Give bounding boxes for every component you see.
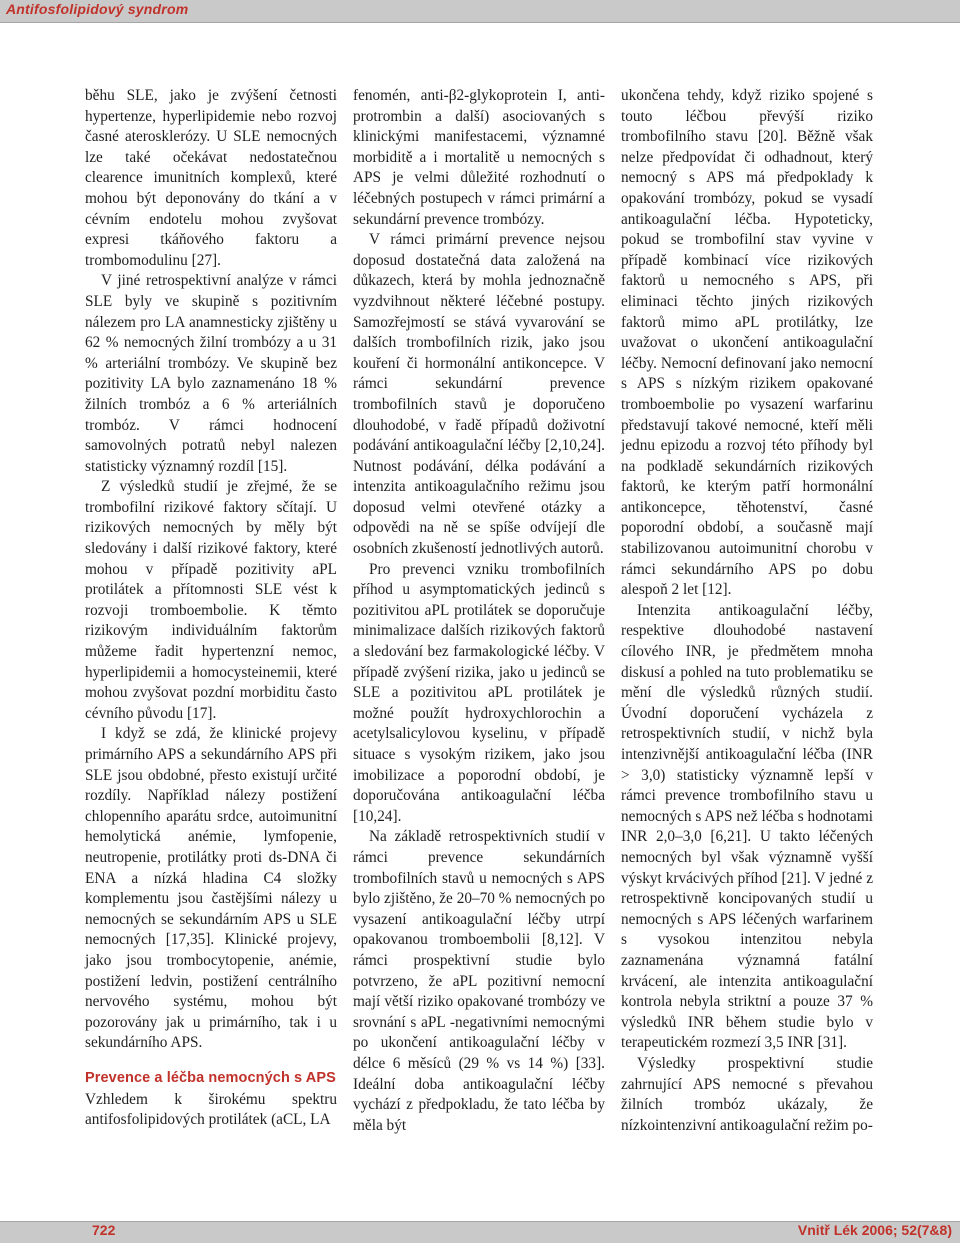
section-heading: Prevence a léčba nemocných s APS — [85, 1069, 336, 1086]
paragraph: Vzhledem k širokému spektru antifosfolipidových protilátek (aCL, LA — [85, 1090, 337, 1129]
paragraph: fenomén, anti-β2-glykoprotein I, anti-protrombin a další) asociovaných s klinickými manifestacemi, významné morbiditě a i mortalitě u nemocných s APS je velmi důležité rozhodnutí o léčebných postupech v rámci primární a sekundární prevence trombózy. — [353, 87, 605, 228]
paragraph: ukončena tehdy, když riziko spojené s touto léčbou převýší riziko trombofilního stavu [20]. Běžně však nelze předpovídat či odhadnout, který nemocný s APS má předpoklady k opakování trombózy, pokud se vysadí antikoagulační léčba. Hypoteticky, pokud se trombofilní stav vyvine v případě kombinací více rizikových faktorů u nemocného s APS, při eliminaci těchto jiných rizikových faktorů mimo aPL protilátky, lze uvažovat o ukončení antikoagulační léčby. Nemocní definovaní jako nemocní s APS s nízkým rizikem opakované tromboembolie po vysazení warfarinu představují takové nemocné, kteří měli jednu epizodu a rozvoj této příhody byl na podkladě sekundárních rizikových faktorů, ke kterým patří hormonální antikoncepce, těhotenství, časné poporodní období, a současně mají stabilizovanou autoimunitní chorobu v rámci sekundárního APS po dobu alespoň 2 let [12]. — [621, 87, 873, 599]
text-column-3 — [621, 86, 873, 1136]
paragraph: Intenzita antikoagulační léčby, respektive dlouhodobé nastavení cílového INR, je předmětem mnoha diskusí a pohled na tuto problematiku se mění dle výsledků různých studií. Úvodní doporučení vycházela z retrospektivních studií, v nichž byla intenzivnější antikoagulační léčba (INR > 3,0) statisticky významně lepší v rámci prevence trombofilního stavu u nemocných s APS než léčba s hodnotami INR 2,0–3,0 [6,21]. U takto léčených nemocných byl však významně vyšší výskyt krvácivých příhod [21]. V jedné z retrospektivně koncipovaných studií u nemocných s APS léčených warfarinem s vysokou intenzitou nebyla zaznamenána významná fatální krvácení, ale intenzita antikoagulační kontrola nebyla striktní a pouze 37 % výsledků INR během studie bylo v terapeutickém rozmezí 3,5 INR [31]. — [621, 601, 873, 1052]
paragraph: Výsledky prospektivní studie zahrnující APS nemocné s převahou žilních trombóz ukázaly, že nízkointenzivní antikoagulační režim po- — [621, 1054, 873, 1134]
journal-reference: Vnitř Lék 2006; 52(7&8) — [797, 1222, 952, 1238]
text-column-1 — [85, 86, 337, 1131]
running-title: Antifosfolipidový syndrom — [6, 1, 189, 17]
paragraph: běhu SLE, jako je zvýšení četnosti hypertenze, hyperlipidemie nebo rozvoj časné aterosklerózy. U SLE nemocných lze také očekávat nedostatečnou clearence imunitních komplexů, které mohou být deponovány do tkání a v cévním endotelu mohou zvyšovat expresi tkáňového faktoru a trombomodulinu [27]. — [85, 87, 337, 269]
paragraph: I když se zdá, že klinické projevy primárního APS a sekundárního APS při SLE jsou obdobné, přesto existují určité rozdíly. Například nálezy postižení chlopenního aparátu srdce, autoimunitní hemolytická anémie, lymfopenie, neutropenie, protilátky proti ds-DNA či ENA a nízká hladina C4 složky komplementu jsou častějšími nálezy u nemocných se sekundárním APS u SLE nemocných [17,35]. Klinické projevy, jako jsou trombocytopenie, anémie, postižení ledvin, postižení centrálního nervového systému, mohou být pozorovány jak u primárního, tak i u sekundárního APS. — [85, 725, 337, 1052]
paragraph: Z výsledků studií je zřejmé, že se trombofilní rizikové faktory sčítají. U rizikových nemocných by měly být sledovány i další rizikové faktory, které mohou v případě pozitivity aPL protilátek a přítomnosti SLE vést k rozvoji tromboembolie. K těmto rizikovým individuálním faktorům můžeme řadit hypertenzní nemoc, hyperlipidemii a homocysteinemii, které mohou zvyšovat pozdní morbiditu často cévního původu [17]. — [85, 478, 337, 722]
paragraph: V rámci primární prevence nejsou doposud dostatečná data založená na důkazech, která by mohla jednoznačně vyzdvihnout některé léčebné postupy. Samozřejmostí se stává vyvarování se dalších trombofilních rizik, jako jsou kouření či hormonální antikoncepce. V rámci sekundární prevence trombofilních stavů je doporučeno dlouhodobé, v řadě případů doživotní podávání antikoagulační léčby [2,10,24]. Nutnost podávání, délka podávání a intenzita antikoagulačního režimu jsou doposud velmi otevřené otázky a odpovědi na ně se spíše odvíjejí dle osobních zkušeností jednotlivých autorů. — [353, 231, 605, 558]
paragraph: Pro prevenci vzniku trombofilních příhod u asymptomatických jedinců s pozitivitou aPL protilátek se doporučuje minimalizace dalších rizikových faktorů a sledování bez farmakologické léčby. V případě zvýšení rizika, jako u jedinců se SLE a pozitivitou aPL protilátek je možné použít hydroxychlorochin a acetylsalicylovou kyselinu, v případě situace s vysokým rizikem, jako jsou imobilizace a poporodní období, je doporučována antikoagulační léčba [10,24]. — [353, 560, 605, 825]
page-number: 722 — [92, 1222, 116, 1238]
text-column-2 — [353, 86, 605, 1136]
paragraph: V jiné retrospektivní analýze v rámci SLE byly ve skupině s pozitivním nálezem pro LA anamnesticky zjištěny u 62 % nemocných žilní trombózy a u 31 % arteriální trombózy. Ve skupině bez pozitivity LA bylo zaznamenáno 18 % žilních trombóz a 6 % arteriálních trombóz. V rámci hodnocení samovolných potratů nebyl nalezen statisticky významný rozdíl [15]. — [85, 272, 337, 475]
paragraph: Na základě retrospektivních studií v rámci prevence sekundárních trombofilních stavů u nemocných s APS bylo zjištěno, že 20–70 % nemocných po vysazení antikoagulační léčby utrpí opakovanou tromboembolii [8,12]. V rámci prospektivní studie bylo potvrzeno, že aPL pozitivní nemocní mají větší riziko opakované trombózy ve srovnání s aPL -negativními nemocnými po ukončení antikoagulační léčby v délce 6 měsíců (29 % vs 14 %) [33]. Ideální doba antikoagulační léčby vychází z předpokladu, že tato léčba by měla být — [353, 828, 605, 1134]
